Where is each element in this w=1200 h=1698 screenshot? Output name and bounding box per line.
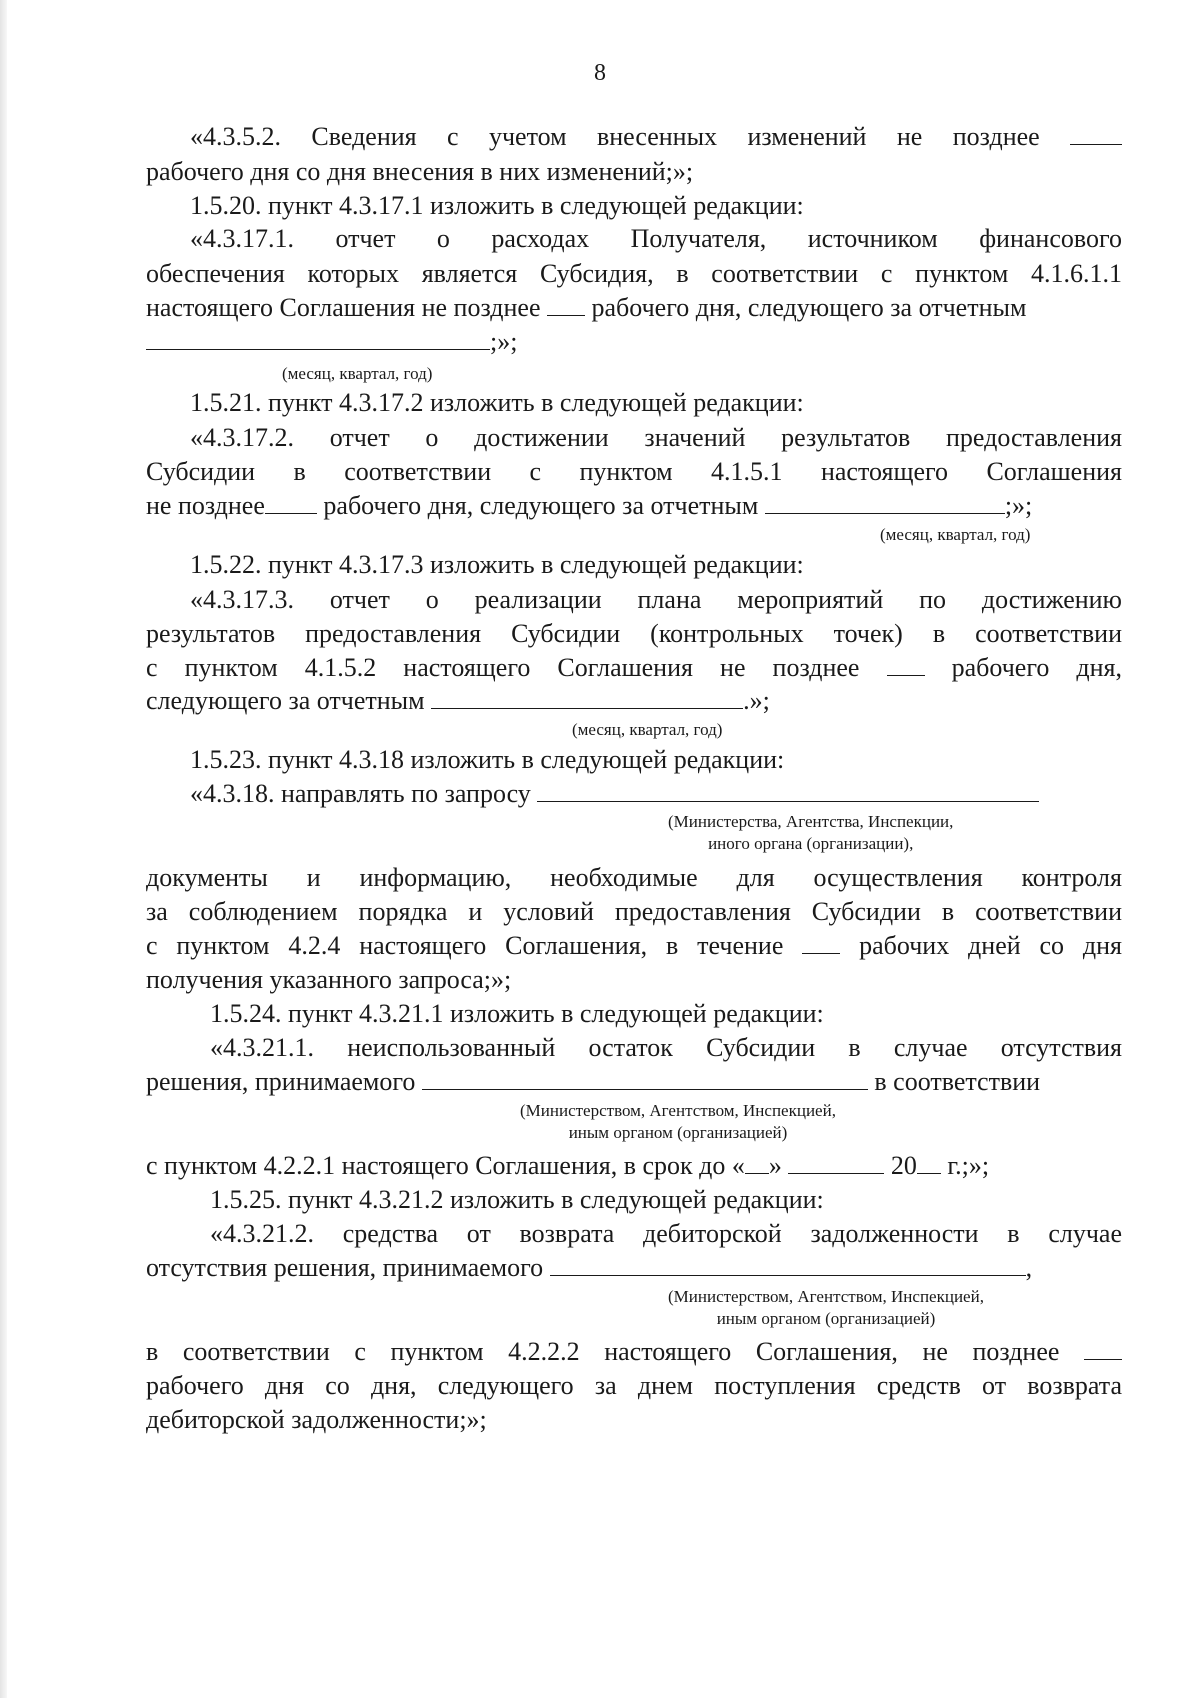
para-4-3-5-2-line-2: рабочего дня со дня внесения в них изменений;»; <box>146 157 694 186</box>
para-4-3-17-1-line-2: обеспечения которых является Субсидия, в соответствии с пунктом 4.1.6.1.1 <box>146 259 1122 288</box>
page-number: 8 <box>594 60 606 86</box>
para-4-3-17-3-line-3: с пунктом 4.1.5.2 настоящего Соглашения не позднее рабочего дня, <box>146 653 1122 682</box>
para-4-3-21-2-line-4: рабочего дня со дня, следующего за днем поступления средств от возврата <box>146 1371 1122 1400</box>
para-4-3-17-1-line-3: настоящего Соглашения не позднее рабочего дня, следующего за отчетным <box>146 293 1027 322</box>
item-1-5-22: 1.5.22. пункт 4.3.17.3 изложить в следующей редакции: <box>190 550 804 579</box>
blank-field <box>802 931 840 954</box>
blank-field <box>887 653 925 676</box>
para-4-3-21-1-line-2: решения, принимаемого в соответствии <box>146 1067 1041 1096</box>
para-4-3-17-2-line-2: Субсидии в соответствии с пунктом 4.1.5.1 настоящего Соглашения <box>146 457 1122 486</box>
day-blank <box>745 1151 769 1174</box>
para-4-3-21-2-line-1: «4.3.21.2. средства от возврата дебиторской задолженности в случае <box>210 1219 1122 1248</box>
authority-blank <box>422 1067 868 1090</box>
para-4-3-17-1-line-4: ;»; <box>146 325 1122 359</box>
authority-blank <box>537 779 1039 802</box>
para-4-3-18-line-4: с пунктом 4.2.4 настоящего Соглашения, в течение рабочих дней со дня <box>146 931 1122 960</box>
caption-period: (месяц, квартал, год) <box>880 525 1031 544</box>
blank-field <box>265 491 317 514</box>
para-4-3-5-2-line-1: «4.3.5.2. Сведения с учетом внесенных изменений не позднее <box>190 120 1122 154</box>
para-4-3-17-3-line-4: следующего за отчетным .»; <box>146 686 770 715</box>
month-blank <box>788 1151 884 1174</box>
period-blank <box>431 686 743 709</box>
para-4-3-18-line-3: за соблюдением порядка и условий предоставления Субсидии в соответствии <box>146 897 1122 926</box>
caption-period: (месяц, квартал, год) <box>282 364 433 383</box>
caption-period: (месяц, квартал, год) <box>572 720 723 739</box>
para-4-3-21-2-line-2: отсутствия решения, принимаемого , <box>146 1253 1033 1282</box>
para-4-3-18-line-1: «4.3.18. направлять по запросу <box>190 777 1166 811</box>
period-blank <box>146 327 490 350</box>
para-4-3-17-3-line-1: «4.3.17.3. отчет о реализации плана мероприятий по достижению <box>190 585 1122 614</box>
item-1-5-24: 1.5.24. пункт 4.3.21.1 изложить в следующей редакции: <box>210 999 824 1028</box>
caption-authority: (Министерством, Агентством, Инспекцией, иным органом (организацией) <box>520 1101 836 1142</box>
caption-authority: (Министерством, Агентством, Инспекцией, иным органом (организацией) <box>668 1287 984 1328</box>
blank-field <box>1070 122 1122 145</box>
item-1-5-21: 1.5.21. пункт 4.3.17.2 изложить в следующей редакции: <box>190 388 804 417</box>
para-4-3-17-2-line-3: не позднее рабочего дня, следующего за отчетным ;»; <box>146 491 1033 520</box>
para-4-3-17-3-line-2: результатов предоставления Субсидии (контрольных точек) в соответствии <box>146 619 1122 648</box>
blank-field <box>1084 1337 1122 1360</box>
para-4-3-21-2-line-3: в соответствии с пунктом 4.2.2.2 настоящего Соглашения, не позднее <box>146 1335 1122 1369</box>
blank-field <box>547 293 585 316</box>
item-1-5-23: 1.5.23. пункт 4.3.18 изложить в следующей редакции: <box>190 745 785 774</box>
scan-edge-shadow <box>0 0 7 1698</box>
para-4-3-21-1-line-1: «4.3.21.1. неиспользованный остаток Субсидии в случае отсутствия <box>210 1033 1122 1062</box>
caption-authority: (Министерства, Агентства, Инспекции, иного органа (организации), <box>668 812 954 853</box>
para-4-3-18-line-5: получения указанного запроса;»; <box>146 965 512 994</box>
item-1-5-20: 1.5.20. пункт 4.3.17.1 изложить в следующей редакции: <box>190 191 804 220</box>
authority-blank <box>550 1253 1026 1276</box>
para-4-3-17-2-line-1: «4.3.17.2. отчет о достижении значений результатов предоставления <box>190 423 1122 452</box>
para-4-3-21-2-line-5: дебиторской задолженности;»; <box>146 1405 487 1434</box>
year-blank <box>917 1151 941 1174</box>
item-1-5-25: 1.5.25. пункт 4.3.21.2 изложить в следующей редакции: <box>210 1185 824 1214</box>
para-4-3-21-1-line-3: с пунктом 4.2.2.1 настоящего Соглашения, в срок до « » 20 г.;»; <box>146 1151 990 1180</box>
period-blank <box>765 491 1005 514</box>
para-4-3-18-line-2: документы и информацию, необходимые для осуществления контроля <box>146 863 1122 892</box>
para-4-3-17-1-line-1: «4.3.17.1. отчет о расходах Получателя, источником финансового <box>190 224 1122 253</box>
